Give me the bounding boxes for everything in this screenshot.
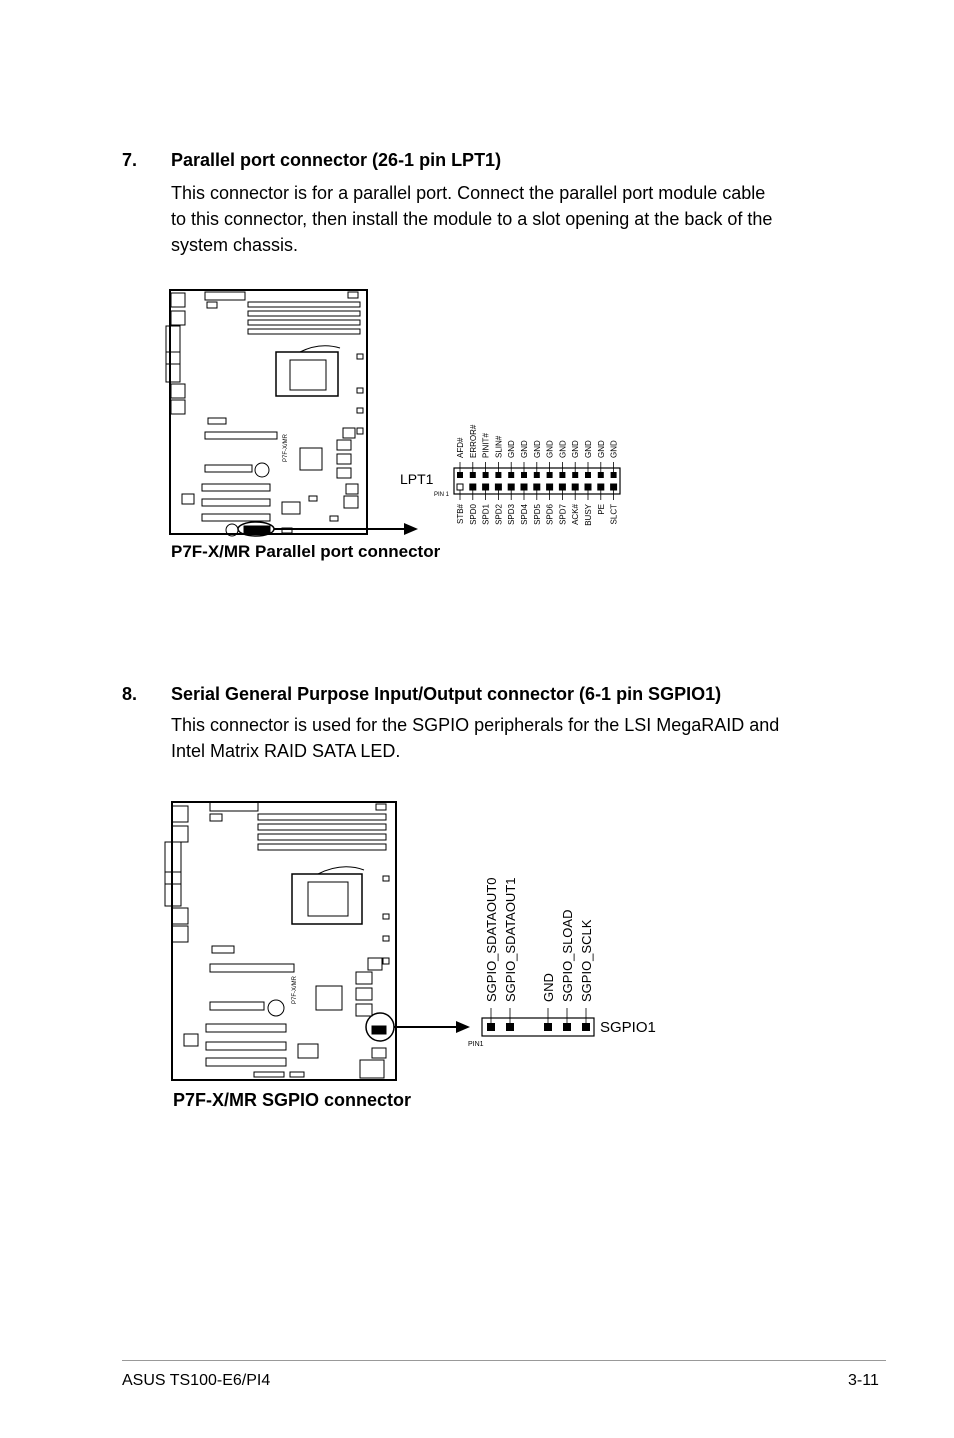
lpt1-pin bbox=[559, 472, 565, 478]
lpt1-pin bbox=[534, 484, 540, 490]
lpt1-pin bbox=[521, 484, 527, 490]
lpt1-bottom-pin-label: BUSY bbox=[584, 504, 593, 526]
footer-rule bbox=[122, 1360, 886, 1361]
lpt1-pin bbox=[611, 472, 617, 478]
lpt1-top-pin-label: GND bbox=[596, 440, 606, 458]
motherboard-diagram bbox=[165, 802, 396, 1080]
sgpio1-pin bbox=[507, 1024, 514, 1031]
lpt1-top-pin-label: SLIN# bbox=[494, 435, 504, 458]
footer-page-number: 3-11 bbox=[848, 1372, 879, 1389]
lpt1-bottom-pin-label: SPD0 bbox=[468, 504, 478, 525]
lpt1-pin1-label: PIN 1 bbox=[434, 492, 450, 498]
lpt1-pin bbox=[483, 472, 489, 478]
section-8-body-line: This connector is used for the SGPIO peripherals for the LSI MegaRAID and bbox=[171, 715, 780, 735]
section-7-body-line: system chassis. bbox=[171, 235, 299, 255]
sgpio1-keyed-pin bbox=[526, 1024, 533, 1031]
lpt1-top-pin-label: GND bbox=[532, 440, 542, 458]
lpt1-pin bbox=[585, 484, 591, 490]
lpt1-top-pin-labels bbox=[456, 424, 619, 458]
lpt1-bottom-pin-label: STB# bbox=[456, 504, 465, 525]
sgpio1-pin-label: SGPIO_SDATAOUT0 bbox=[484, 877, 499, 1002]
lpt1-pin bbox=[470, 484, 476, 490]
footer-product-name: ASUS TS100-E6/PI4 bbox=[122, 1372, 271, 1389]
lpt1-figure bbox=[0, 280, 954, 580]
lpt1-pin bbox=[547, 484, 553, 490]
lpt1-top-pin-label: GND bbox=[520, 440, 529, 458]
lpt1-top-pin-label: AFD# bbox=[456, 437, 465, 458]
lpt1-bottom-pin-label: ACK# bbox=[571, 504, 581, 525]
lpt1-pin bbox=[457, 472, 463, 478]
sgpio1-pin-label: GND bbox=[541, 973, 556, 1002]
lpt1-pin bbox=[495, 472, 501, 478]
section-8-body bbox=[171, 712, 861, 764]
lpt1-bottom-pin-label: SPD7 bbox=[558, 504, 568, 525]
lpt1-pin bbox=[521, 472, 527, 478]
lpt1-pin bbox=[547, 472, 553, 478]
section-7-body-line: This connector is for a parallel port. Connect the parallel port module cable bbox=[171, 183, 766, 203]
section-8-title: Serial General Purpose Input/Output connector (6-1 pin SGPIO1) bbox=[171, 684, 722, 704]
sgpio1-label: SGPIO1 bbox=[600, 1019, 656, 1036]
lpt1-pin bbox=[508, 484, 514, 490]
pointer-arrow-head bbox=[404, 523, 418, 535]
lpt1-top-pin-label: GND bbox=[507, 440, 517, 458]
lpt1-top-pin-label: GND bbox=[609, 440, 619, 458]
sgpio1-pin-label: SGPIO_SCLK bbox=[579, 919, 594, 1002]
lpt1-pin bbox=[611, 484, 617, 490]
board-label: P7F-X/MR bbox=[292, 975, 298, 1004]
lpt1-pin bbox=[483, 484, 489, 490]
pointer-arrow-head bbox=[456, 1021, 470, 1033]
lpt1-pin bbox=[534, 472, 540, 478]
sgpio1-pin1-label: PIN1 bbox=[468, 1041, 484, 1048]
sgpio1-figure bbox=[0, 790, 954, 1090]
section-7-number: 7. bbox=[122, 150, 138, 170]
lpt1-bottom-pin-labels bbox=[456, 503, 619, 525]
lpt1-label: LPT1 bbox=[400, 471, 434, 487]
lpt1-pin bbox=[470, 472, 476, 478]
sgpio1-pin-row bbox=[488, 1008, 590, 1031]
lpt1-top-pin-label: ERROR# bbox=[468, 424, 478, 458]
sgpio1-pin bbox=[583, 1024, 590, 1031]
sgpio1-pin-labels bbox=[484, 878, 594, 1003]
lpt1-top-pin-label: GND bbox=[571, 440, 581, 458]
lpt1-bottom-pin-label: PE bbox=[596, 504, 606, 515]
sgpio1-pin-label: SGPIO_SDATAOUT1 bbox=[503, 877, 518, 1002]
sgpio1-header bbox=[482, 1018, 594, 1036]
lpt1-bottom-pin-label: SPD6 bbox=[545, 504, 555, 525]
lpt1-pin bbox=[457, 484, 463, 490]
section-7-figure-caption: P7F-X/MR Parallel port connector bbox=[171, 542, 441, 561]
lpt1-bottom-pin-label: SPD2 bbox=[494, 504, 504, 525]
lpt1-pin bbox=[585, 472, 591, 478]
lpt1-bottom-pin-label: SPD4 bbox=[520, 504, 529, 525]
lpt1-top-pin-label: GND bbox=[545, 440, 555, 458]
section-8-body-line: Intel Matrix RAID SATA LED. bbox=[171, 741, 401, 761]
sgpio1-pin bbox=[564, 1024, 571, 1031]
lpt1-bottom-pin-label: SLCT bbox=[609, 504, 619, 525]
lpt1-pin bbox=[598, 484, 604, 490]
lpt1-bottom-pin-label: SPD5 bbox=[532, 504, 542, 525]
lpt1-pin bbox=[572, 484, 578, 490]
lpt1-pin bbox=[572, 472, 578, 478]
lpt1-top-pin-label: PINIT# bbox=[481, 433, 491, 458]
lpt1-pin bbox=[559, 484, 565, 490]
section-8-number: 8. bbox=[122, 684, 138, 704]
lpt1-bottom-pin-label: SPD3 bbox=[507, 504, 517, 525]
sgpio1-pin bbox=[545, 1024, 552, 1031]
lpt1-pin bbox=[508, 472, 514, 478]
lpt1-top-pin-label: GND bbox=[584, 440, 593, 458]
board-label: P7F-X/MR bbox=[283, 433, 289, 462]
lpt1-top-pin-label: GND bbox=[558, 440, 568, 458]
lpt1-pin bbox=[495, 484, 501, 490]
lpt1-pin bbox=[598, 472, 604, 478]
sgpio1-pin bbox=[488, 1024, 495, 1031]
section-8-figure-caption: P7F-X/MR SGPIO connector bbox=[173, 1090, 412, 1110]
motherboard-diagram bbox=[166, 290, 367, 536]
section-7-body-line: to this connector, then install the module to a slot opening at the back of the bbox=[171, 209, 773, 229]
sgpio1-pin-label: SGPIO_SLOAD bbox=[560, 909, 575, 1002]
lpt1-bottom-pin-label: SPD1 bbox=[481, 504, 491, 525]
section-7-body bbox=[171, 180, 861, 258]
section-7-title: Parallel port connector (26-1 pin LPT1) bbox=[171, 150, 502, 170]
